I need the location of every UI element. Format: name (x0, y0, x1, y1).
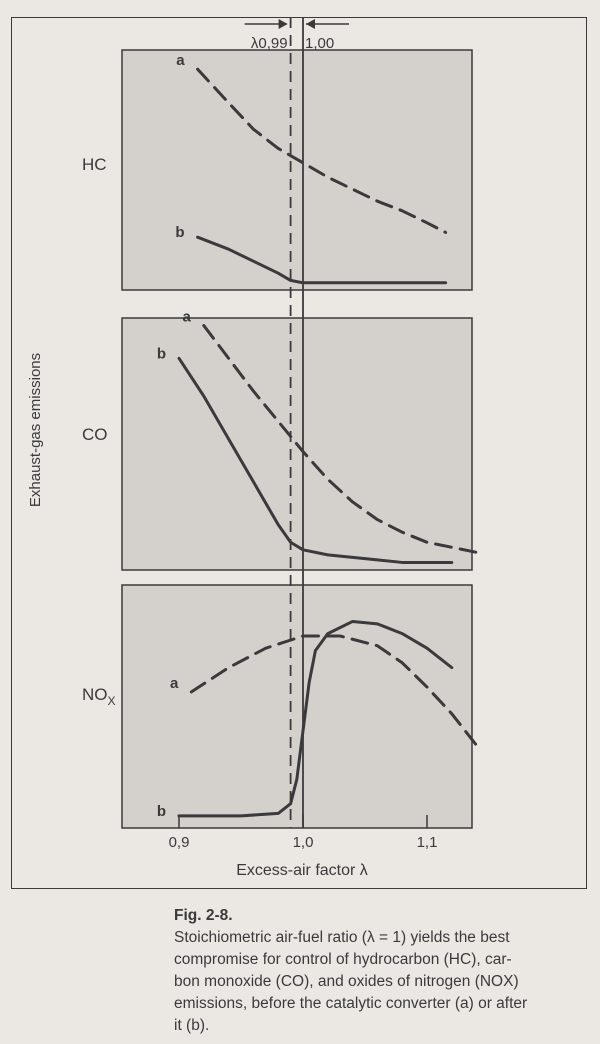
series-label-a: a (176, 52, 185, 70)
series-label-b: b (156, 802, 166, 820)
series-label-a: a (170, 674, 179, 692)
x-tick-label-3: 1,1 (416, 834, 438, 851)
caption-line: compromise for control of hydrocarbon (HC), car- (174, 951, 512, 968)
y-axis-title: Exhaust-gas emissions (27, 352, 44, 508)
plot-panel-1 (122, 50, 472, 290)
series-label-a: a (182, 308, 191, 326)
panel-label-1: HC (82, 155, 107, 174)
panel-label-3: $NO_X$ (82, 685, 116, 708)
caption-line: it (b). (174, 1017, 210, 1034)
x-tick-label-2: 1,0 (292, 834, 314, 851)
bracket-arrowhead-left (279, 19, 288, 29)
plot-panel-3 (122, 585, 472, 828)
caption-line: emissions, before the catalytic converter (a) or after (174, 995, 528, 1012)
series-label-b: b (175, 224, 185, 242)
figure-caption (174, 905, 574, 1037)
caption-line: Stoichiometric air-fuel ratio (λ = 1) yields the best (174, 929, 510, 946)
panel-label-2: CO (82, 425, 108, 444)
marker-label-0-99: λ0,99 (250, 35, 288, 52)
bracket-arrowhead-right (306, 19, 315, 29)
caption-label: Fig. 2-8. (174, 907, 233, 924)
x-axis-title: Excess-air factor λ (236, 862, 368, 879)
marker-label-1-00: 1,00 (305, 35, 335, 52)
x-tick-label-1: 0,9 (168, 834, 190, 851)
caption-line: bon monoxide (CO), and oxides of nitrogen (NOX) (174, 973, 519, 990)
series-label-b: b (156, 345, 166, 363)
